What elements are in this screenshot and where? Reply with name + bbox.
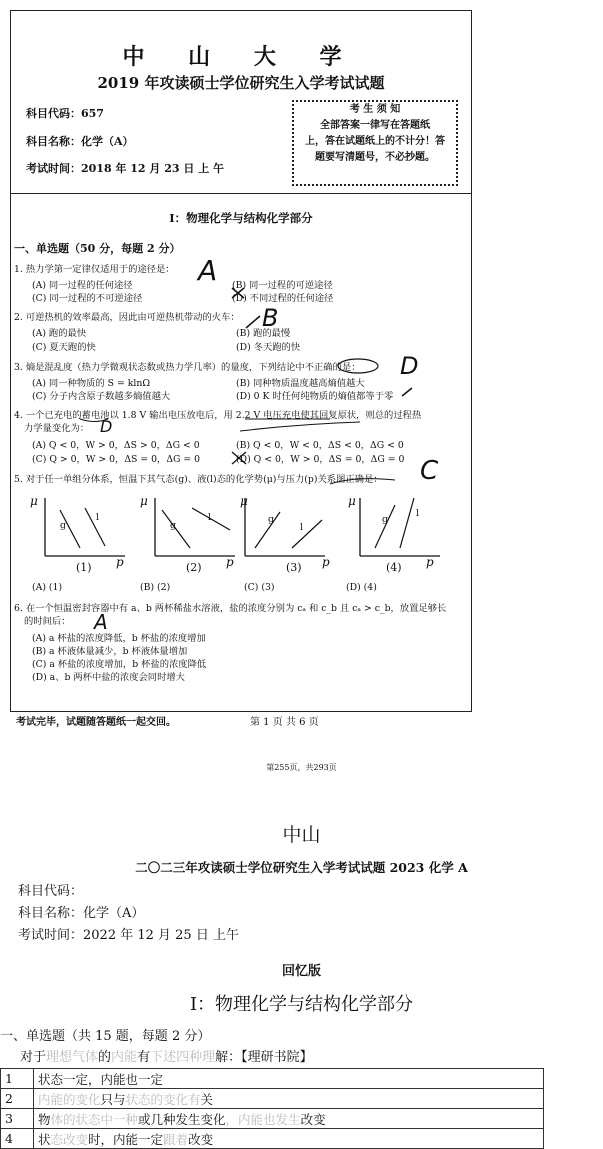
question-2-stem: 2. 可逆热机的效率最高，因此由可逆热机带动的火车： [14,312,240,323]
recall-options-table [0,1068,544,1149]
recall-question-1 [20,1046,313,1065]
handwritten-answer-4: D [100,417,113,436]
exam-page-indicator: 第 1 页 共 6 页 [250,717,319,728]
table-row [1,1109,544,1129]
q3-option-c: (C) 分子内含原子数越多熵值越大 [32,391,171,402]
subject-name: 科目名称：化学（A） [26,135,134,148]
row-number: 1 [1,1069,34,1089]
row-text [34,1089,544,1109]
q1-option-c: (C) 同一过程的不可逆途径 [32,293,143,304]
q6-option-b: (B) a 杯液体量减少，b 杯液体量增加 [32,646,188,657]
q3-option-d: (D) 0 K 时任何纯物质的熵值都等于零 [236,391,394,402]
section-heading: I：物理化学与结构化学部分 [169,211,313,225]
g1-number: (1) [76,561,92,574]
g4-number: (4) [386,561,402,574]
g3-number: (3) [286,561,302,574]
row-text-part: 时，内能一定 [88,1131,164,1147]
row-text-part: 状态一定，内能也一定 [38,1071,164,1087]
g1-l-label: l [96,512,99,523]
table-row [1,1129,544,1149]
q-text-faint: 内能 [111,1050,138,1065]
g2-p-label: p [226,555,234,569]
g2-number: (2) [186,561,202,574]
q4-option-c: (C) Q > 0，W > 0，ΔS = 0，ΔG = 0 [32,454,201,465]
recall-subject-name: 科目名称：化学（A） [18,906,145,921]
row-text-part: 变 [200,1131,214,1147]
candidate-notice [292,100,458,186]
row-text-faint: 跟着 [163,1131,189,1147]
q3-option-b: (B) 同种物质温度越高熵值越大 [236,378,365,389]
q-text: 有 [137,1050,151,1065]
g1-mu-label: μ [30,494,38,508]
exam-subtitle: 2019 年攻读硕士学位研究生入学考试试题 [97,74,385,92]
q6-option-d: (D) a、b 两杯中盐的浓度会同时增大 [32,672,185,683]
g2-g-label: g [170,520,176,531]
graph-1 [45,498,125,556]
handwritten-answer-6: A [94,610,108,634]
mu-p-graphs [30,490,470,580]
row-text-part: 只与 [100,1091,126,1107]
g3-p-label: p [322,555,330,569]
question-4-stem-cont: 力学量变化为： [24,423,90,434]
row-text [34,1109,544,1129]
q2-option-a: (A) 跑的最快 [32,328,87,339]
notice-line: 题要写清题号，不必抄题。 [315,152,435,163]
q5-option-a: (A) (1) [32,582,63,593]
q1-option-a: (A) 同一过程的任何途径 [32,280,133,291]
q-text-faint: 下述四种理 [150,1050,216,1065]
g4-g-label: g [382,514,388,525]
handwritten-answer-2: B [262,304,279,332]
exam-footer-note: 考试完毕，试题随答题纸一起交回。 [16,717,176,728]
row-number: 3 [1,1109,34,1129]
row-text-part: 关 [200,1091,214,1107]
row-text [34,1069,544,1089]
q3-option-a: (A) 同一种物质的 S = klnΩ [32,378,151,389]
q-text: 的 [98,1050,112,1065]
recall-subject-code: 科目代码： [18,884,84,899]
q4-option-a: (A) Q < 0，W > 0，ΔS > 0，ΔG < 0 [32,440,200,451]
recall-subtitle: 二〇二三年攻读硕士学位研究生入学考试试题 2023 化学 A [135,860,468,875]
row-text-part: 物 [38,1111,51,1127]
recall-part-heading: 一、单选题（共 15 题，每题 2 分） [0,1029,211,1044]
row-text-faint: 状态的变化有 [125,1091,201,1107]
q5-option-b: (B) (2) [140,582,171,593]
question-5-stem: 5. 对于任一单组分体系，恒温下其气态(g)、液(l)态的化学势(μ)与压力(p)关系图正确是： [14,474,383,485]
g1-g-label: g [60,520,66,531]
q2-option-b: (B) 跑的最慢 [236,328,291,339]
q6-option-c: (C) a 杯盐的浓度增加，b 杯盐的浓度降低 [32,659,207,670]
exam-time: 考试时间：2018 年 12 月 23 日 上 午 [26,162,225,175]
recall-version-label: 回忆版 [281,964,321,979]
row-text-part: 状 [38,1131,51,1147]
graph-2 [155,498,235,556]
row-text-faint: 态改变 [50,1131,89,1147]
g4-p-label: p [426,555,434,569]
row-text-faint: ，内能也发生 [225,1111,301,1127]
row-number: 4 [1,1129,34,1149]
handwritten-answer-1: A [198,254,218,287]
handwritten-answer-3: D [400,352,419,380]
document-page-number: 第255页，共293页 [266,763,337,772]
row-text-faint: 内能的变化 [38,1091,101,1107]
g1-p-label: p [116,555,124,569]
g2-l-label: l [208,512,211,523]
q-text: 对于 [20,1050,47,1065]
row-text-part: 改变 [300,1111,326,1127]
g4-l-label: l [416,508,419,519]
row-text [34,1129,544,1149]
graph-3 [245,498,325,556]
notice-line: 上，答在试题纸上的不计分！答 [305,136,445,147]
row-text-part: 改 [188,1131,201,1147]
recall-title: 中山 [282,824,321,846]
q6-option-a: (A) a 杯盐的浓度降低，b 杯盐的浓度增加 [32,633,206,644]
row-number: 2 [1,1089,34,1109]
recall-section-heading: I：物理化学与结构化学部分 [189,994,414,1015]
g3-mu-label: μ [240,494,248,508]
q1-option-d: (D) 不同过程的任何途径 [232,293,334,304]
q-text-faint: 理想气体 [46,1050,99,1065]
graph-4 [360,498,440,556]
q1-option-b: (B) 同一过程的可逆途径 [232,280,333,291]
q2-option-d: (D) 冬天跑的快 [236,342,301,353]
row-text-faint: 体的状态中一种 [50,1111,139,1127]
notice-title: 考 生 须 知 [349,104,401,115]
q5-option-c: (C) (3) [244,582,275,593]
row-text-part: 或几种发生变化 [138,1111,226,1127]
table-row [1,1089,544,1109]
question-6-stem: 6. 在一个恒温密封容器中有 a、b 两杯稀盐水溶液，盐的浓度分别为 cₐ 和 c_b 且 cₐ > c_b，放置足够长 [14,603,447,614]
q4-option-d: (D) Q < 0，W > 0，ΔS = 0，ΔG = 0 [236,454,405,465]
g3-g-label: g [268,514,274,525]
university-title: 中 山 大 学 [122,44,360,70]
g4-mu-label: μ [348,494,356,508]
q5-option-d: (D) (4) [346,582,377,593]
q-text: 解：【理研书院】 [215,1050,313,1065]
recall-exam-time: 考试时间：2022 年 12 月 25 日 上午 [18,928,239,943]
subject-code: 科目代码：657 [26,107,104,120]
question-3-stem: 3. 熵是混乱度（热力学微观状态数或热力学几率）的量度，下列结论中不正确的是： [14,362,361,373]
table-row [1,1069,544,1089]
question-6-stem-cont: 的时间后： [24,616,71,627]
question-1-stem: 1. 热力学第一定律仅适用于的途径是： [14,264,175,275]
g2-mu-label: μ [140,494,148,508]
q2-option-c: (C) 夏天跑的快 [32,342,96,353]
question-4-stem: 4. 一个已充电的蓄电池以 1.8 V 输出电压放电后，用 2.2 V 电压充电使其回复原状，则总的过程热 [14,410,422,421]
g3-l-label: l [300,522,303,533]
part-heading: 一、单选题（50 分，每题 2 分） [14,242,181,255]
notice-line: 全部答案一律写在答题纸 [320,120,430,131]
header-divider [10,193,472,194]
handwritten-answer-5: C [420,456,439,486]
q4-option-b: (B) Q < 0，W < 0，ΔS < 0，ΔG < 0 [236,440,404,451]
